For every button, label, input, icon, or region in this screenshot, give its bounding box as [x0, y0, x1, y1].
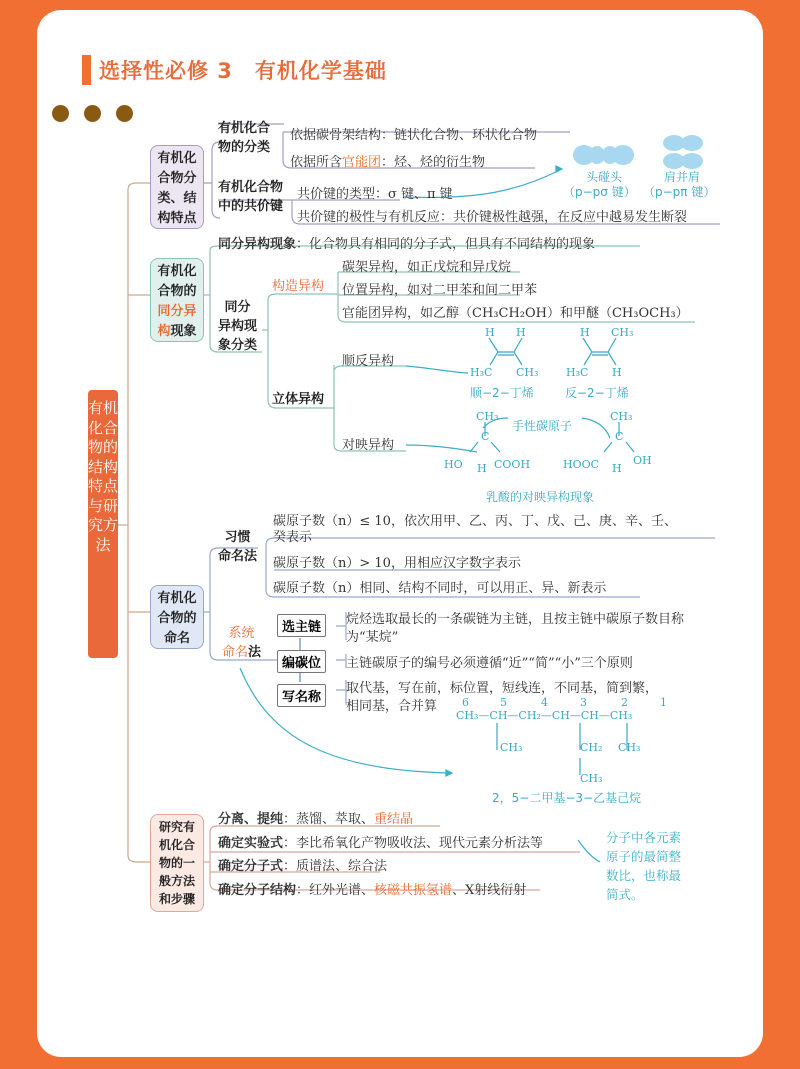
label-line: 有机化合物 [218, 180, 284, 195]
highlight-text: 官能团 [342, 155, 382, 170]
leaf-functional-group [290, 151, 485, 170]
step-number-carbons[interactable]: 编碳位 [277, 650, 326, 673]
branch-naming-node[interactable] [150, 585, 204, 649]
num-6: 6 [462, 696, 469, 709]
node-line: 有机化 [157, 591, 197, 606]
leaf-enantiomer: 对映异构 [342, 438, 395, 453]
highlight-text: 构 [157, 324, 171, 339]
text: 依据所含 [290, 155, 343, 170]
method-label: 确定实验式 [218, 836, 284, 851]
root-node-label: 有机化合物的结构特点与研究方法 [88, 399, 119, 554]
main-chain: CH₃—CH—CH₂—CH—CH—CH₃ [456, 709, 633, 722]
leaf-skeletal-isomer: 碳架异构，如正戊烷和异戊烷 [342, 260, 512, 275]
label-line: 命名法 [218, 549, 258, 564]
right-hooc: HOOC [563, 458, 600, 471]
leaf-common-gt10: 碳原子数（n）> 10，用相应汉字数字表示 [273, 556, 521, 571]
node-line: 合物的 [157, 611, 197, 626]
leaf-position-isomer: 位置异构，如对二甲苯和间二甲苯 [342, 283, 538, 298]
method-text: ：质谱法、综合法 [283, 859, 388, 874]
label-line: 异构现 [218, 319, 258, 334]
step1-text-1: 烷烃选取最长的一条碳链为主链，且按主链中碳原子数目称 [346, 612, 685, 627]
trans-bottom-left: H₃C [566, 366, 589, 379]
node-line [153, 262, 201, 282]
sub-ch3-c5: CH₃ [500, 741, 523, 754]
method-label: 分离、提纯 [218, 812, 284, 827]
node-line: 命名 [163, 631, 190, 646]
num-4: 4 [541, 696, 548, 709]
leaf-carbon-skeleton: 依据碳骨架结构：链状化合物、环状化合物 [290, 128, 538, 143]
text: 现象 [170, 324, 197, 339]
right-oh: OH [633, 454, 652, 467]
leaf-bond-polarity: 共价键的极性与有机反应：共价键极性越强，在反应中越易发生断裂 [297, 210, 688, 225]
note-line: 简式。 [606, 887, 644, 902]
right-h: H [612, 462, 622, 475]
text: 合物的 [157, 284, 197, 299]
step3-text-1: 取代基，写在前，标位置，短线连，不同基，简到繁， [346, 681, 659, 696]
label-line: 同分 [224, 300, 251, 315]
right-c: C [615, 430, 624, 443]
node-line: 物的一 [158, 856, 195, 870]
subbranch-covalent-bond [218, 178, 283, 216]
subbranch-isomer-classification [218, 298, 257, 355]
method-label: 确定分子式 [218, 859, 284, 874]
branch-classification-node[interactable] [150, 145, 204, 229]
definition-label: 同分异构现象 [218, 237, 297, 252]
step3-text-2: 相同基，合并算 [346, 699, 438, 714]
stereo-isomer-label: 立体异构 [272, 392, 325, 407]
highlight-text: 命名 [222, 645, 249, 660]
cis-top-left: H [485, 326, 495, 339]
leaf-common-same-n: 碳原子数（n）相同、结构不同时，可以用正、异、新表示 [273, 581, 607, 596]
leaf-cis-trans: 顺反异构 [342, 354, 395, 369]
highlight-text: 同分异 [157, 304, 197, 319]
leaf-functional-isomer: 官能团异构，如乙醇（CH₃CH₂OH）和甲醚（CH₃OCH₃） [342, 306, 689, 321]
node-line: 类、结 [157, 191, 197, 206]
branch-methods-node[interactable] [150, 814, 204, 912]
method-molecular-formula [218, 855, 387, 874]
left-ch3: CH₃ [476, 410, 499, 423]
branch-isomerism-node[interactable] [150, 258, 204, 342]
cis-name: 顺−2−丁烯 [470, 386, 534, 400]
note-line: 数比，也称最 [606, 868, 682, 883]
cis-top-right: H [516, 326, 526, 339]
step-write-name[interactable]: 写名称 [277, 684, 326, 707]
label-line: 系统 [228, 626, 255, 641]
label-line: 习惯 [224, 530, 251, 545]
node-line: 机化合 [158, 838, 195, 852]
subbranch-classification [218, 119, 270, 157]
label-line: 中的共价键 [218, 199, 284, 214]
node-line: 构特点 [157, 211, 197, 226]
node-line: 般方法 [158, 874, 195, 888]
trans-name: 反−2−丁烯 [565, 386, 629, 400]
common-naming-label [218, 528, 257, 566]
example-name: 2，5−二甲基−3−乙基己烷 [492, 791, 642, 805]
leaf-bond-type: 共价键的类型：σ 键、π 键 [297, 187, 453, 202]
num-1: 1 [660, 696, 667, 709]
empirical-formula-note [606, 828, 681, 904]
sigma-sub-caption: （p−pσ 键） [563, 185, 636, 199]
page-title: 选择性必修 3 有机化学基础 [99, 59, 387, 83]
definition-text: ：化合物具有相同的分子式，但具有不同结构的现象 [296, 237, 596, 252]
step-select-main-chain[interactable]: 选主链 [277, 614, 326, 637]
num-2: 2 [621, 696, 628, 709]
trans-top-left: H [580, 326, 590, 339]
text: 法 [248, 645, 262, 660]
step2-text: 主链碳原子的编号必须遵循“近”“简”“小”三个原则 [346, 656, 633, 671]
text: 有机化 [157, 264, 197, 279]
label-line [222, 643, 261, 662]
sub-ch3-c2: CH₃ [618, 741, 641, 754]
trans-bottom-right: H [612, 366, 622, 379]
num-5: 5 [500, 696, 507, 709]
chiral-carbon-label: 手性碳原子 [512, 419, 573, 433]
text: ：烃、烃的衍生物 [381, 155, 486, 170]
leaf-common-le10-cont: 癸表示 [273, 530, 313, 545]
highlight-text: 重结晶 [374, 812, 414, 827]
left-c: C [481, 430, 490, 443]
sigma-caption: 头碰头 [586, 170, 623, 184]
method-text: ：蒸馏、萃取、 [283, 812, 375, 827]
label-line: 物的分类 [218, 140, 271, 155]
num-3: 3 [580, 696, 587, 709]
node-line [153, 322, 201, 342]
note-line: 分子中各元素 [606, 830, 682, 845]
cis-bottom-right: CH₃ [516, 366, 539, 379]
node-line [153, 302, 201, 322]
method-empirical-formula [218, 832, 543, 851]
systematic-naming-label [222, 624, 261, 662]
highlight-text: 核磁共振氢谱 [374, 883, 453, 898]
leaf-common-le10: 碳原子数（n）≤ 10，依次用甲、乙、丙、丁、戊、己、庚、辛、壬、 [273, 514, 677, 529]
method-molecular-structure [218, 879, 526, 898]
sub-ch3-ethyl: CH₃ [580, 772, 603, 785]
root-node[interactable] [88, 390, 118, 658]
sigma-bond-orbital-icon [572, 144, 636, 170]
sub-ch2-c3: CH₂ [580, 741, 603, 754]
method-text: ：李比希氧化产物吸收法、现代元素分析法等 [283, 836, 544, 851]
lactic-acid-caption: 乳酸的对映异构现象 [486, 490, 595, 504]
pi-caption: 肩并肩 [664, 170, 701, 184]
node-line: 和步骤 [158, 892, 195, 906]
note-line: 原子的最简整 [606, 849, 682, 864]
left-h: H [477, 462, 487, 475]
method-text: 、X射线衍射 [452, 883, 527, 898]
label-line: 象分类 [218, 338, 258, 353]
trans-top-right: CH₃ [611, 326, 634, 339]
node-line: 有机化 [157, 151, 197, 166]
label-line: 有机化合 [218, 121, 271, 136]
method-separation [218, 808, 413, 827]
step1-text-2: 为“某烷” [346, 630, 399, 645]
leaf-isomerism-definition [218, 233, 595, 252]
right-ch3: CH₃ [610, 410, 633, 423]
left-cooh: COOH [494, 458, 531, 471]
left-ho: HO [444, 458, 463, 471]
method-text: ：红外光谱、 [296, 883, 375, 898]
pi-sub-caption: （p−pπ 键） [643, 185, 716, 199]
cis-bottom-left: H₃C [470, 366, 493, 379]
method-label: 确定分子结构 [218, 883, 297, 898]
node-line [153, 282, 201, 302]
node-line: 研究有 [158, 820, 195, 834]
constitutional-isomer-label: 构造异构 [272, 279, 325, 294]
node-line: 合物分 [157, 171, 197, 186]
